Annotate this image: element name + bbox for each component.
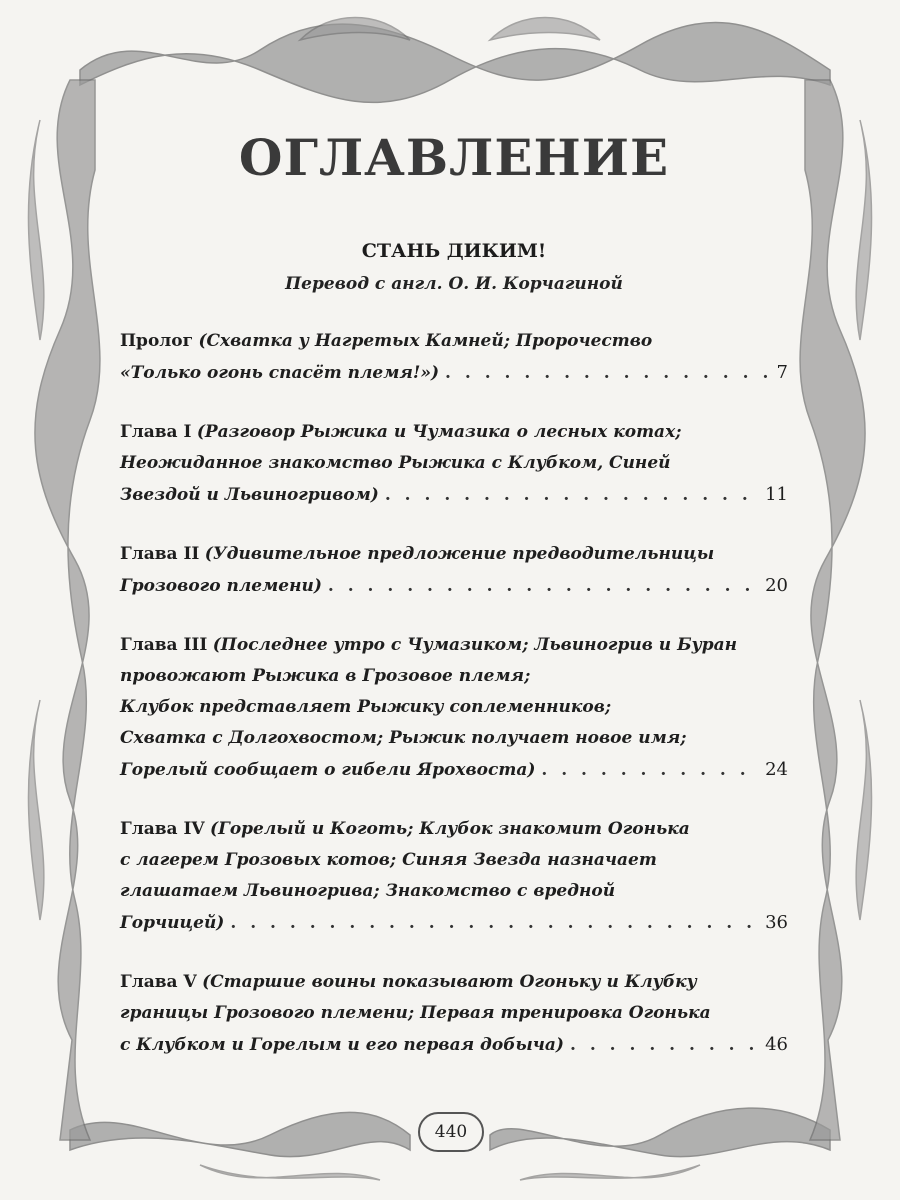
toc-entry-description: (Удивительное предложение предводительницы: [204, 544, 715, 564]
toc-leader-dots: [385, 480, 759, 511]
toc-entry-description: Звездой и Львиногривом): [120, 485, 379, 505]
toc-entry-line: [120, 845, 788, 876]
toc-entry: [120, 967, 788, 1061]
toc-entry-page: 11: [765, 484, 788, 505]
border-top-ornament: [80, 18, 830, 103]
toc-entry-line: [120, 876, 788, 907]
toc-entry-line: [120, 661, 788, 692]
toc-leader-dots: [230, 908, 759, 939]
toc-entry-description: Клубок представляет Рыжику соплеменников;: [120, 697, 612, 717]
toc-entry-label: Пролог: [120, 331, 194, 351]
toc-entry-description: с лагерем Грозовых котов; Синяя Звезда назначает: [120, 850, 657, 870]
toc-entry-description: Неожиданное знакомство Рыжика с Клубком, Синей: [120, 453, 671, 473]
toc-entry-line: [120, 357, 788, 389]
toc-entry-description: Грозового племени): [120, 576, 322, 596]
toc-entry-page: 7: [776, 362, 788, 383]
toc-entry-line: [120, 1029, 788, 1061]
toc-entry: [120, 417, 788, 511]
toc-entry: [120, 326, 788, 389]
translator-credit: Перевод с англ. О. И. Корчагиной: [285, 274, 623, 294]
toc-leader-dots: [328, 571, 759, 602]
toc-entry-description: с Клубком и Горелым и его первая добыча): [120, 1035, 564, 1055]
page-number: 440: [434, 1122, 468, 1142]
toc-leader-dots: [541, 755, 759, 786]
toc-entry-page: 20: [765, 575, 788, 596]
toc-entry-label: Глава IV: [120, 819, 205, 839]
toc-entry-label: Глава III: [120, 635, 208, 655]
toc-entry-line: [120, 967, 788, 998]
toc-content: [120, 110, 788, 1089]
toc-leader-dots: [445, 358, 771, 389]
page-title: ОГЛАВЛЕНИЕ: [238, 128, 670, 187]
toc-entry-line: [120, 539, 788, 570]
toc-entry-line: [120, 570, 788, 602]
toc-entry-label: Глава II: [120, 544, 200, 564]
toc-entry-line: [120, 723, 788, 754]
toc-entry-description: (Схватка у Нагретых Камней; Пророчество: [198, 331, 653, 351]
toc-entry-line: [120, 814, 788, 845]
toc-entry-description: (Последнее утро с Чумазиком; Львиногрив и Буран: [212, 635, 738, 655]
toc-entry-line: [120, 479, 788, 511]
toc-leader-dots: [570, 1030, 759, 1061]
border-right-ornament: [800, 80, 871, 1140]
toc-entry: [120, 814, 788, 939]
border-left-ornament: [28, 80, 99, 1140]
toc-entry-line: [120, 692, 788, 723]
toc-entry-label: Глава V: [120, 972, 197, 992]
toc-entry: [120, 539, 788, 602]
toc-entry-description: глашатаем Львиногрива; Знакомство с вредной: [120, 881, 616, 901]
toc-entry-description: «Только огонь спасёт племя!»): [120, 363, 440, 383]
toc-entry-page: 36: [765, 912, 788, 933]
toc-entry-description: границы Грозового племени; Первая тренировка Огонька: [120, 1003, 711, 1023]
book-title: СТАНЬ ДИКИМ!: [361, 240, 547, 262]
toc-entry-description: Схватка с Долгохвостом; Рыжик получает новое имя;: [120, 728, 687, 748]
page-number-badge: [418, 1112, 484, 1152]
toc-entry-label: Глава I: [120, 422, 192, 442]
toc-entry-description: (Горелый и Коготь; Клубок знакомит Огонька: [210, 819, 690, 839]
toc-entry: [120, 630, 788, 786]
toc-entry-description: (Старшие воины показывают Огоньку и Клубку: [202, 972, 697, 992]
toc-entry-line: [120, 448, 788, 479]
toc-entry-page: 24: [765, 759, 788, 780]
table-of-contents: [120, 326, 788, 1061]
toc-entry-line: [120, 754, 788, 786]
toc-entry-line: [120, 907, 788, 939]
toc-entry-description: Горчицей): [120, 913, 225, 933]
toc-entry-description: (Разговор Рыжика и Чумазика о лесных котах;: [196, 422, 682, 442]
toc-entry-page: 46: [765, 1034, 788, 1055]
toc-entry-line: [120, 326, 788, 357]
toc-entry-line: [120, 998, 788, 1029]
toc-entry-line: [120, 417, 788, 448]
toc-entry-line: [120, 630, 788, 661]
toc-entry-description: провожают Рыжика в Грозовое племя;: [120, 666, 531, 686]
toc-entry-description: Горелый сообщает о гибели Ярохвоста): [120, 760, 536, 780]
